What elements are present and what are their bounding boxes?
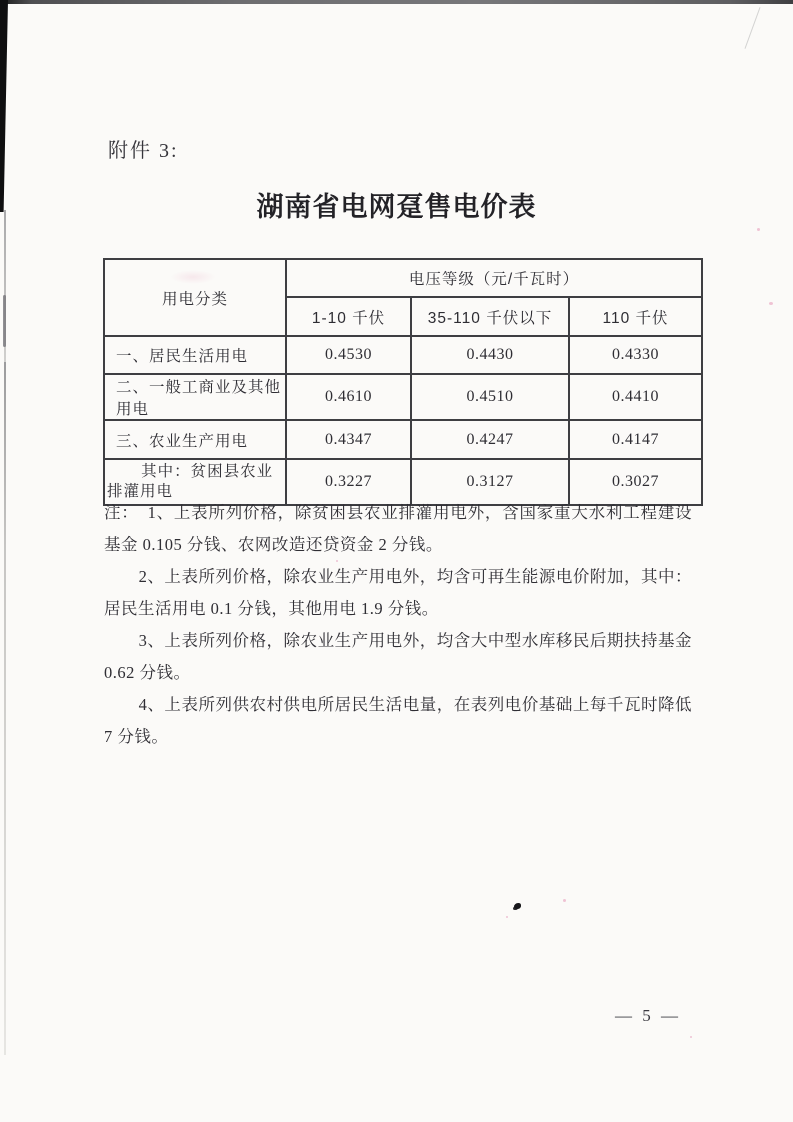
row-label: 二、一般工商业及其他用电 <box>104 374 286 420</box>
price-cell: 0.4530 <box>286 336 411 374</box>
group-header-cell: 电压等级（元/千瓦时） <box>286 259 702 297</box>
table-row <box>104 336 702 374</box>
scan-left-black-strip <box>0 0 8 212</box>
note-3: 3、上表所列价格，除农业生产用电外，均含大中型水库移民后期扶持基金 0.62 分钱。 <box>104 631 692 682</box>
pink-speck <box>769 302 773 305</box>
table-row <box>104 420 702 459</box>
corner-header-cell: 用电分类 <box>104 259 286 336</box>
pink-speck <box>690 1036 692 1038</box>
scan-top-edge-line <box>0 0 793 4</box>
scan-scratch <box>745 7 761 49</box>
notes-block <box>104 497 692 753</box>
scan-left-dark-mark <box>3 295 6 347</box>
row-label: 一、居民生活用电 <box>104 336 286 374</box>
price-cell: 0.4347 <box>286 420 411 459</box>
attachment-label: 附件 3: <box>108 140 179 162</box>
price-cell: 0.4247 <box>411 420 569 459</box>
column-header: 1-10 千伏 <box>286 297 411 336</box>
price-cell: 0.4430 <box>411 336 569 374</box>
price-cell: 0.4610 <box>286 374 411 420</box>
page-title: 湖南省电网趸售电价表 <box>256 192 537 222</box>
pink-speck <box>563 899 566 902</box>
price-cell: 0.4147 <box>569 420 702 459</box>
note-4: 4、上表所列供农村供电所居民生活电量，在表列电价基础上每千瓦时降低 7 分钱。 <box>104 695 692 746</box>
column-header: 110 千伏 <box>569 297 702 336</box>
price-table <box>103 258 703 506</box>
price-cell: 0.4330 <box>569 336 702 374</box>
note-1: 注： 1、上表所列价格，除贫困县农业排灌用电外，含国家重大水利工程建设基金 0.105 分钱、农网改造还贷资金 2 分钱。 <box>104 503 692 554</box>
price-cell: 0.4410 <box>569 374 702 420</box>
price-cell: 0.3027 <box>569 459 702 505</box>
pink-speck <box>757 228 760 231</box>
table-row <box>104 374 702 420</box>
table-header-row-1 <box>104 259 702 297</box>
row-label: 三、农业生产用电 <box>104 420 286 459</box>
note-2: 2、上表所列价格，除农业生产用电外，均含可再生能源电价附加，其中：居民生活用电 0.1 分钱，其他用电 1.9 分钱。 <box>104 567 692 618</box>
pink-speck <box>506 916 508 918</box>
column-header: 35-110 千伏以下 <box>411 297 569 336</box>
page-number: — 5 — <box>615 1006 681 1025</box>
price-cell: 0.3127 <box>411 459 569 505</box>
price-cell: 0.4510 <box>411 374 569 420</box>
price-cell: 0.3227 <box>286 459 411 505</box>
ink-speck <box>514 903 521 909</box>
row-label: 其中：贫困县农业排灌用电 <box>104 459 286 505</box>
